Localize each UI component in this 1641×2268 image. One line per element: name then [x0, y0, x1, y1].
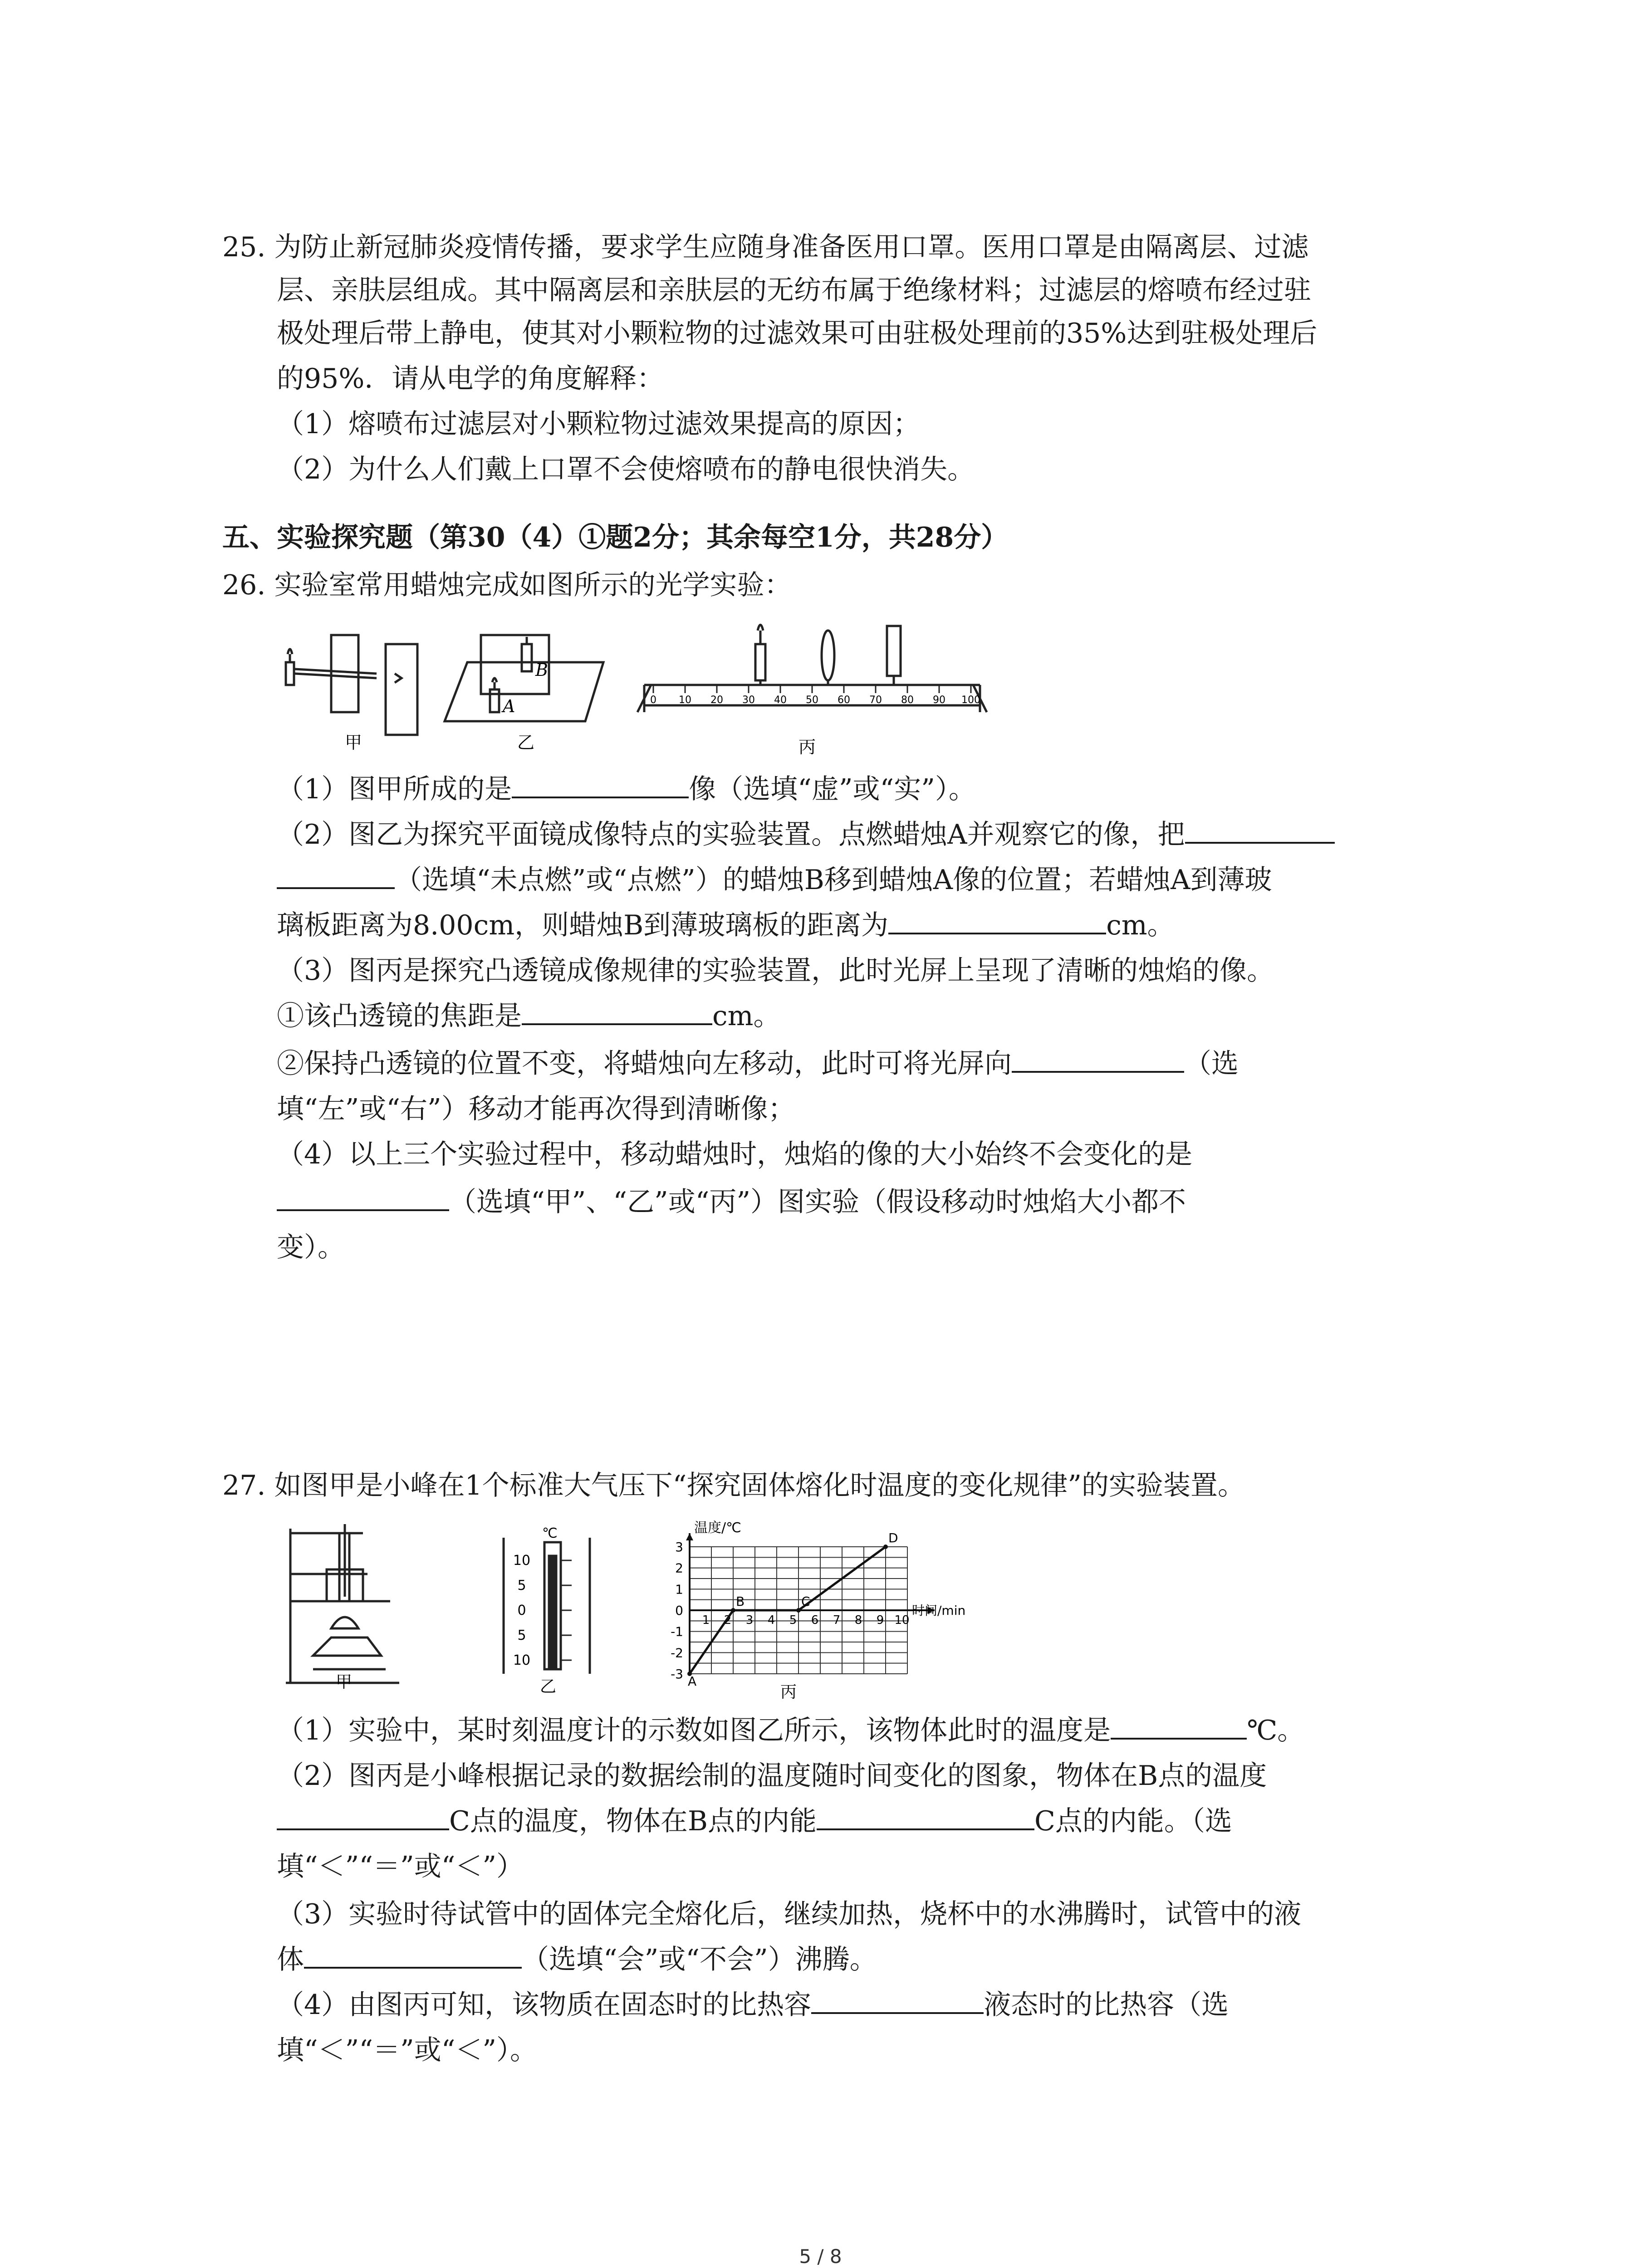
- q26-p3-2-line-2: 填“左”或“右”）移动才能再次得到清晰像；: [277, 1093, 795, 1125]
- q26-p4-line-3: 变）。: [277, 1232, 345, 1263]
- ruler-ticks: [650, 685, 980, 706]
- thermometer-tick-label: 5: [517, 1628, 526, 1643]
- chart-point: [796, 1608, 801, 1613]
- q27-fig-bing-label: 丙: [780, 1683, 797, 1701]
- q26-p3-1-blank[interactable]: [522, 996, 712, 1025]
- ruler-tick-label: 50: [806, 694, 818, 706]
- q26-p3-2-blank[interactable]: [1012, 1044, 1184, 1073]
- q26-stem: 26. 实验室常用蜡烛完成如图所示的光学实验：: [222, 569, 792, 601]
- q26-p4-line-1: （4）以上三个实验过程中，移动蜡烛时，烛焰的像的大小始终不会变化的是: [277, 1139, 1193, 1170]
- thermometer-tick-label: 10: [513, 1553, 531, 1569]
- ruler-tick-label: 70: [869, 694, 882, 706]
- chart-x-tick-label: 9: [876, 1613, 884, 1627]
- fig-yi-label: 乙: [517, 733, 535, 753]
- q26-p3: （3）图丙是探究凸透镜成像规律的实验装置，此时光屏上呈现了清晰的烛焰的像。: [277, 955, 1274, 987]
- q27-p4-text-b: 液态时的比热容（选: [984, 1989, 1229, 2021]
- chart-x-tick-label: 7: [833, 1613, 841, 1627]
- ruler-tick-label: 10: [679, 694, 691, 706]
- chart-point-label: A: [688, 1674, 697, 1689]
- q27-p3-blank[interactable]: [304, 1940, 522, 1969]
- q27-fig-yi-deg: ℃: [542, 1525, 558, 1541]
- chart-xlabel: 时间/min: [912, 1603, 966, 1618]
- q27-p3-text-b: 体: [277, 1944, 304, 1975]
- q27-fig-jia-label: 甲: [336, 1673, 353, 1691]
- q27-p1-text: （1）实验中，某时刻温度计的示数如图乙所示，该物体此时的温度是: [277, 1715, 1111, 1746]
- q26-p2-text-c: 璃板距离为8.00cm，则蜡烛B到薄玻璃板的距离为: [277, 909, 889, 941]
- chart-x-tick-label: 6: [811, 1613, 819, 1627]
- q27-p2-blank-1[interactable]: [277, 1801, 449, 1830]
- q27-p4-blank[interactable]: [811, 1985, 984, 2014]
- q27-p1-blank[interactable]: [1111, 1711, 1247, 1740]
- chart-y-tick-label: -1: [671, 1624, 683, 1639]
- q26-p3-2-line-1: [277, 1041, 1239, 1086]
- q27-p4-text-a: （4）由图丙可知，该物质在固态时的比热容: [277, 1989, 812, 2021]
- chart-x-tick-label: 10: [894, 1613, 910, 1627]
- q27-p4-line-1: [277, 1982, 1229, 2028]
- thermometer-tick-label: 5: [517, 1578, 526, 1593]
- q26-figure-jia: [277, 626, 440, 753]
- chart-x-tick-label: 1: [702, 1613, 710, 1627]
- q26-p2-blank-1a[interactable]: [1185, 815, 1335, 844]
- ruler-tick-label: 20: [710, 694, 723, 706]
- q26-p1-text-b: 像（选填“虚”或“实”）。: [689, 773, 976, 805]
- q25-line-4: 的95%．请从电学的角度解释：: [277, 363, 664, 395]
- q26-p3-1-text: ①该凸透镜的焦距是: [277, 1000, 522, 1032]
- q27-figure-yi: [495, 1524, 603, 1696]
- q27-p1-unit: ℃。: [1247, 1715, 1305, 1746]
- q25-line-1: 25. 为防止新冠肺炎疫情传播，要求学生应随身准备医用口罩。医用口罩是由隔离层、过滤: [222, 231, 1309, 263]
- page-number: 5 / 8: [799, 2245, 842, 2268]
- q27-p2-blank-2[interactable]: [817, 1801, 1034, 1830]
- fig-yi-label-A: A: [503, 696, 515, 716]
- q26-p2-line-2: [277, 857, 1272, 903]
- q26-p2-unit: cm。: [1106, 909, 1175, 941]
- q26-p3-2-text-b: （选: [1184, 1048, 1239, 1080]
- fig-jia-label: 甲: [345, 733, 362, 753]
- chart-point: [883, 1545, 888, 1549]
- q27-figure-bing: [653, 1520, 998, 1701]
- fig-yi-label-B: B: [535, 660, 548, 680]
- q26-p3-1: [277, 993, 781, 1039]
- thermometer-ticks: [513, 1553, 572, 1668]
- q26-p2-text-a: （2）图乙为探究平面镜成像特点的实验装置。点燃蜡烛A并观察它的像，把: [277, 819, 1185, 850]
- chart-point: [731, 1608, 735, 1613]
- q27-stem: 27. 如图甲是小峰在1个标准大气压下“探究固体熔化时温度的变化规律”的实验装置。: [222, 1470, 1245, 1501]
- chart-ylabel: 温度/℃: [694, 1520, 741, 1536]
- chart-y-tick-label: 1: [675, 1582, 683, 1597]
- chart-point-label: D: [888, 1530, 898, 1545]
- q27-p1: [277, 1708, 1304, 1753]
- q25-line-6: （2）为什么人们戴上口罩不会使熔喷布的静电很快消失。: [277, 454, 975, 485]
- thermometer-tick-label: 10: [513, 1652, 531, 1668]
- q26-figure-yi: [436, 626, 617, 753]
- ruler-tick-label: 90: [933, 694, 945, 706]
- q27-p2-text-c: C点的内能。（选: [1034, 1805, 1232, 1837]
- chart-y-tick-label: 2: [675, 1560, 683, 1576]
- ruler-tick-label: 30: [742, 694, 755, 706]
- q27-p2-text-b: C点的温度，物体在B点的内能: [449, 1805, 817, 1837]
- q26-p2-line-3: [277, 903, 1175, 948]
- q27-p4-line-2: 填“＜”“＝”或“＜”）。: [277, 2034, 538, 2066]
- q26-p4-blank[interactable]: [277, 1182, 449, 1211]
- q26-p3-1-unit: cm。: [712, 1000, 781, 1032]
- chart-y-tick-label: 3: [675, 1540, 683, 1554]
- chart-point-label: B: [736, 1594, 745, 1609]
- q27-figure-jia: [277, 1520, 413, 1692]
- q26-p2-line-1: [277, 812, 1335, 857]
- chart-y-tick-label: -2: [671, 1645, 683, 1661]
- q26-p2-blank-1b[interactable]: [277, 860, 395, 889]
- ruler-tick-label: 40: [774, 694, 787, 706]
- q27-p3-line-2: [277, 1937, 877, 1982]
- q26-figure-bing: [635, 617, 989, 762]
- q27-fig-yi-label: 乙: [540, 1677, 557, 1696]
- fig-bing-label: 丙: [798, 737, 816, 757]
- q27-p2-line-2: [277, 1799, 1232, 1844]
- chart-y-tick-label: 0: [675, 1603, 683, 1618]
- chart-x-tick-label: 3: [745, 1613, 754, 1627]
- q26-p3-2-text-a: ②保持凸透镜的位置不变，将蜡烛向左移动，此时可将光屏向: [277, 1048, 1012, 1080]
- q25-line-5: （1）熔喷布过滤层对小颗粒物过滤效果提高的原因；: [277, 408, 921, 440]
- chart-x-tick-label: 5: [789, 1613, 797, 1627]
- chart-x-tick-label: 2: [724, 1613, 732, 1627]
- ruler-tick-label: 100: [961, 694, 980, 706]
- chart-x-tick-label: 8: [854, 1613, 862, 1627]
- q26-p2-text-b: （选填“未点燃”或“点燃”）的蜡烛B移到蜡烛A像的位置；若蜡烛A到薄玻: [395, 864, 1272, 896]
- chart-y-axis-arrow: [686, 1533, 693, 1540]
- q27-p2-line-3: 填“＜”“＝”或“＜”）: [277, 1851, 524, 1882]
- q26-p1-text-a: （1）图甲所成的是: [277, 773, 512, 805]
- q26-p2-blank-2[interactable]: [888, 905, 1106, 934]
- q26-p1-blank[interactable]: [512, 769, 689, 798]
- q25-line-2: 层、亲肤层组成。其中隔离层和亲肤层的无纺布属于绝缘材料；过滤层的熔喷布经过驻: [277, 274, 1311, 306]
- q26-p4-line-2: [277, 1179, 1186, 1225]
- chart-point-label: C: [801, 1594, 810, 1609]
- section-title: 五、实验探究题（第30（4）①题2分；其余每空1分，共28分）: [222, 522, 1009, 553]
- q25-line-3: 极处理后带上静电，使其对小颗粒物的过滤效果可由驻极处理前的35%达到驻极处理后: [277, 318, 1318, 349]
- thermometer-tick-label: 0: [517, 1603, 526, 1618]
- chart-x-tick-label: 4: [767, 1613, 775, 1627]
- q27-p2-line-1: （2）图丙是小峰根据记录的数据绘制的温度随时间变化的图象，物体在B点的温度: [277, 1760, 1267, 1792]
- ruler-tick-label: 0: [650, 694, 656, 706]
- q27-p3-line-1: （3）实验时待试管中的固体完全熔化后，继续加热，烧杯中的水沸腾时，试管中的液: [277, 1898, 1302, 1930]
- chart-y-tick-label: -3: [671, 1667, 683, 1681]
- q27-p3-text-c: （选填“会”或“不会”）沸腾。: [522, 1944, 877, 1975]
- q26-p1: [277, 767, 976, 812]
- ruler-tick-label: 80: [901, 694, 914, 706]
- ruler-tick-label: 60: [838, 694, 850, 706]
- q26-p4-text-b: （选填“甲”、“乙”或“丙”）图实验（假设移动时烛焰大小都不: [449, 1186, 1186, 1218]
